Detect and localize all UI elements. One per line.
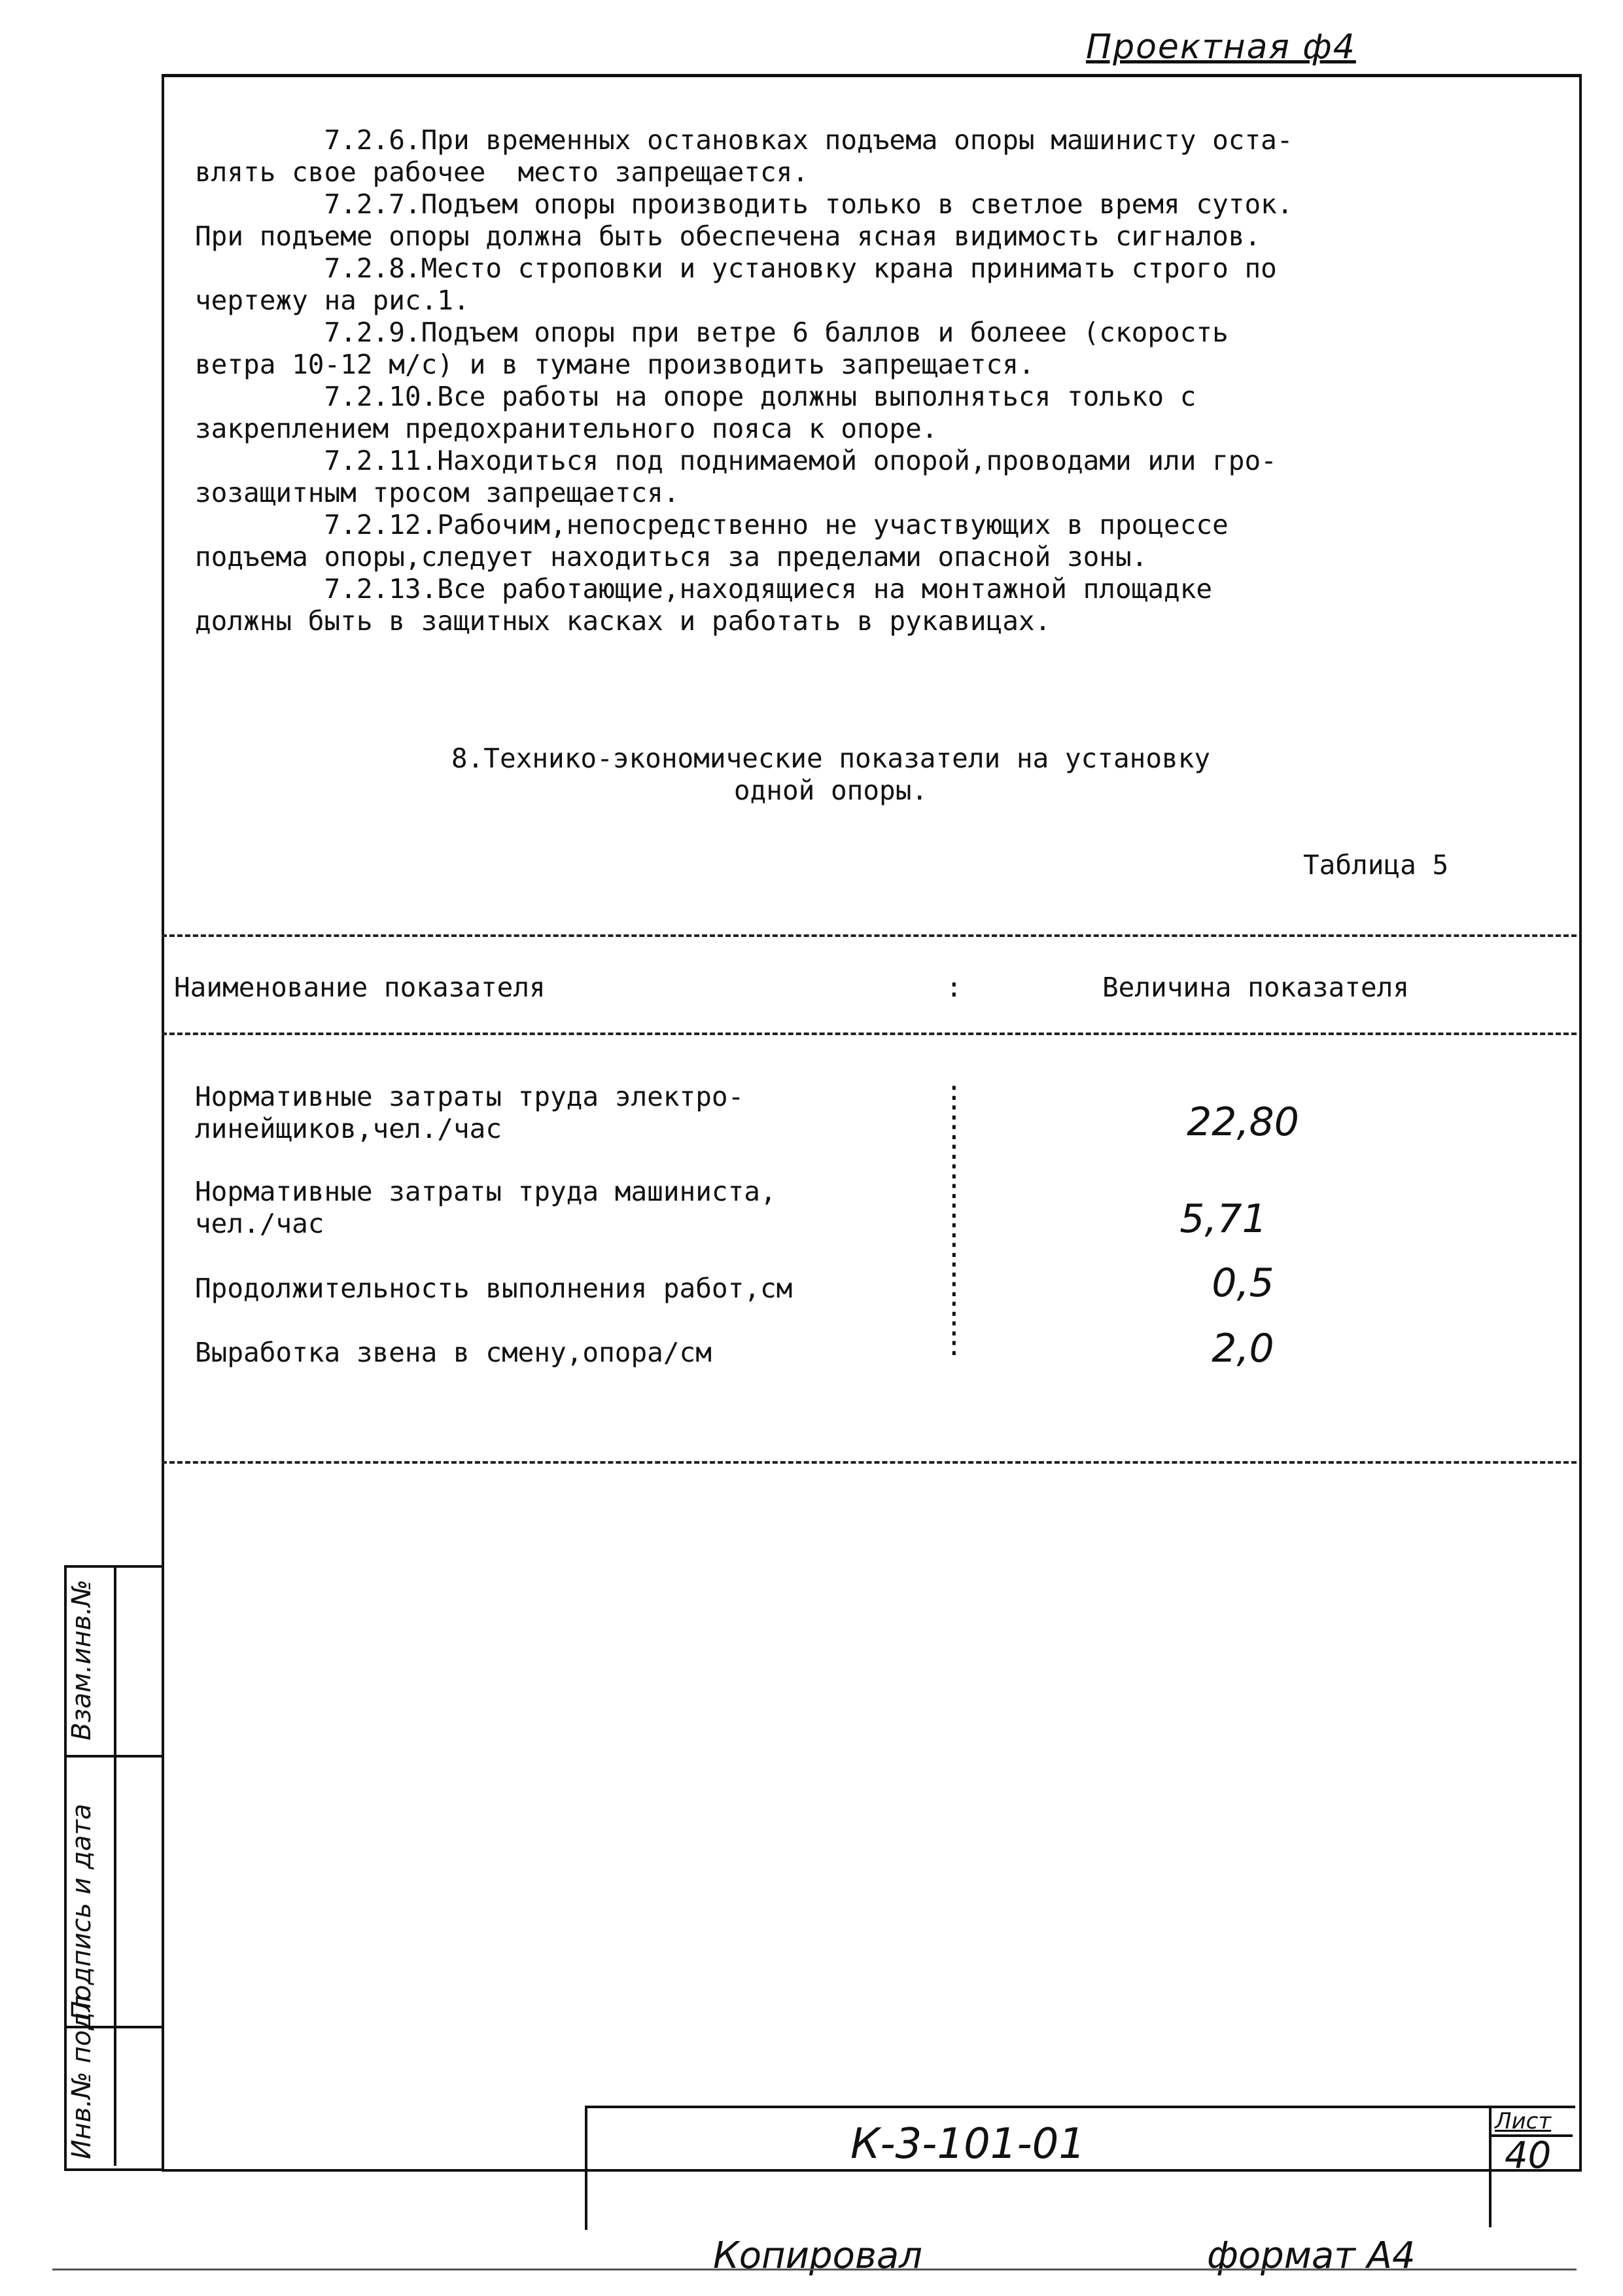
paragraph-line: должны быть в защитных касках и работать в рукавицах. [195,605,1051,637]
section-title [373,743,1289,807]
paragraph-line: влять свое рабочее место запрещается. [195,156,809,188]
paragraph-line: 7.2.9.Подъем опоры при ветре 6 баллов и болеее (скорость [195,317,1229,348]
sheet-label: Лист [1495,2108,1552,2134]
table-colon-column: : : : : : : : : : : : : : : [946,1075,962,1362]
table-row-1-name: Нормативные затраты труда электро- линейщиков,чел./час [195,1081,744,1144]
footer-format: формат А4 [1207,2234,1416,2277]
section-title-line-1: 8.Технико-экономические показатели на установку [451,743,1211,774]
table-header-rule [162,1033,1577,1035]
paragraph-line: При подъеме опоры должна быть обеспечена ясная видимость сигналов. [195,221,1261,252]
paragraph-line: 7.2.11.Находиться под поднимаемой опорой,проводами или гро- [195,445,1277,476]
paragraph-line: зозащитным тросом запрещается. [195,477,680,508]
table-header-colon: : [946,972,962,1003]
paragraph-line: закреплением предохранительного пояса к опоре. [195,413,938,444]
table-row-1-value: 22,80 [1187,1099,1299,1145]
table-header-value: Величина показателя [1102,972,1409,1003]
table-row-3-name: Продолжительность выполнения работ,см [195,1273,793,1304]
side-stamp-label-inventory: Инв.№ подл [67,1995,97,2159]
side-stamp-divider [114,1565,116,2166]
paragraph-line: 7.2.8.Место строповки и установку крана принимать строго по [195,253,1277,284]
paragraph-line: 7.2.10.Все работы на опоре должны выполняться только с [195,381,1196,412]
paragraph-line: чертежу на рис.1. [195,285,470,316]
paragraph-line: 7.2.13.Все работающие,находящиеся на монтажной площадке [195,573,1213,605]
safety-paragraphs [195,124,1556,637]
side-stamp-label-signature: Подпись и дата [67,1803,97,2021]
paragraph-line: ветра 10-12 м/с) и в тумане производить запрещается. [195,349,1035,380]
table-row-4-value: 2,0 [1212,1326,1274,1371]
table-row-3-value: 0,5 [1212,1260,1274,1306]
footer-rule [52,2269,1577,2270]
table-row-2-value: 5,71 [1179,1196,1267,1242]
table-row-4-name: Выработка звена в смену,опора/см [195,1337,712,1368]
footer-copied: Копировал [713,2234,922,2277]
document-header-note: Проектная ф4 [1086,27,1356,67]
paragraph-line: подъема опоры,следует находиться за пределами опасной зоны. [195,541,1148,573]
table-label: Таблица 5 [1303,849,1449,881]
table-row-2-name: Нормативные затраты труда машиниста, чел./час [195,1176,777,1239]
paragraph-line: 7.2.6.При временных остановках подъема опоры машинисту оста- [195,124,1293,156]
section-title-line-2: одной опоры. [733,775,928,806]
table-top-rule [162,934,1577,937]
paragraph-line: 7.2.12.Рабочим,непосредственно не участвующих в процессе [195,509,1229,540]
paragraph-line: 7.2.7.Подъем опоры производить только в светлое время суток. [195,188,1293,220]
table-bottom-rule [162,1461,1577,1464]
sheet-number: 40 [1505,2134,1552,2177]
document-code: К-3-101-01 [850,2120,1086,2168]
side-stamp-label-exchange: Взам.инв.№ [67,1579,97,1740]
table-header-name: Наименование показателя [174,972,546,1003]
